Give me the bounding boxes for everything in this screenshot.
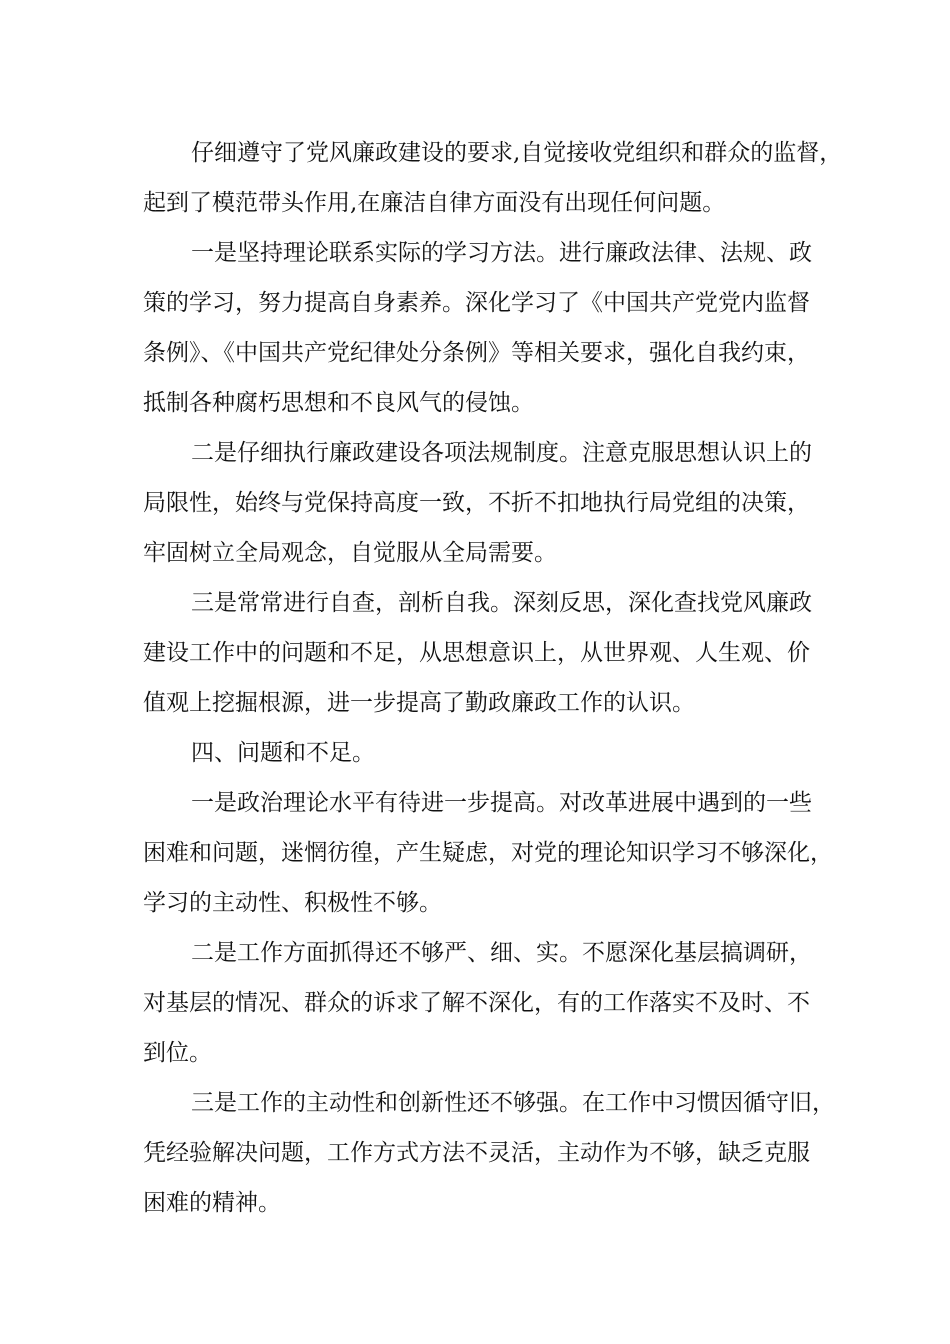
section-heading: 四、问题和不足。: [191, 740, 375, 766]
text-line: 三是工作的主动性和创新性还不够强。在工作中习惯因循守旧，: [191, 1090, 835, 1116]
text-line: 到位。: [143, 1040, 212, 1066]
text-line: 二是仔细执行廉政建设各项法规制度。注意克服思想认识上的: [191, 440, 812, 466]
text-line: 对基层的情况、群众的诉求了解不深化，有的工作落实不及时、不: [143, 990, 810, 1016]
text-line: 仔细遵守了党风廉政建设的要求,自觉接收党组织和群众的监督，: [191, 140, 843, 166]
text-line: 值观上挖掘根源，进一步提高了勤政廉政工作的认识。: [143, 690, 695, 716]
text-line: 一是坚持理论联系实际的学习方法。进行廉政法律、法规、政: [191, 240, 812, 266]
text-line: 三是常常进行自查，剖析自我。深刻反思，深化查找党风廉政: [191, 590, 812, 616]
text-line: 起到了模范带头作用,在廉洁自律方面没有出现任何问题。: [143, 190, 726, 216]
text-line: 建设工作中的问题和不足，从思想意识上，从世界观、人生观、价: [143, 640, 810, 666]
text-line: 条例》、《中国共产党纪律处分条例》等相关要求，强化自我约束，: [143, 340, 810, 366]
text-line: 局限性，始终与党保持高度一致，不折不扣地执行局党组的决策，: [143, 490, 810, 516]
text-line: 策的学习，努力提高自身素养。深化学习了《中国共产党党内监督: [143, 290, 810, 316]
document-body: [143, 128, 843, 1228]
text-line: 困难和问题，迷惘彷徨，产生疑虑，对党的理论知识学习不够深化，: [143, 840, 833, 866]
text-line: 二是工作方面抓得还不够严、细、实。不愿深化基层搞调研，: [191, 940, 812, 966]
text-line: 一是政治理论水平有待进一步提高。对改革进展中遇到的一些: [191, 790, 812, 816]
text-line: 凭经验解决问题，工作方式方法不灵活，主动作为不够，缺乏克服: [143, 1140, 810, 1166]
text-line: 学习的主动性、积极性不够。: [143, 890, 442, 916]
text-line: 困难的精神。: [143, 1190, 281, 1216]
text-line: 牢固树立全局观念，自觉服从全局需要。: [143, 540, 557, 566]
text-line: 抵制各种腐朽思想和不良风气的侵蚀。: [143, 390, 534, 416]
